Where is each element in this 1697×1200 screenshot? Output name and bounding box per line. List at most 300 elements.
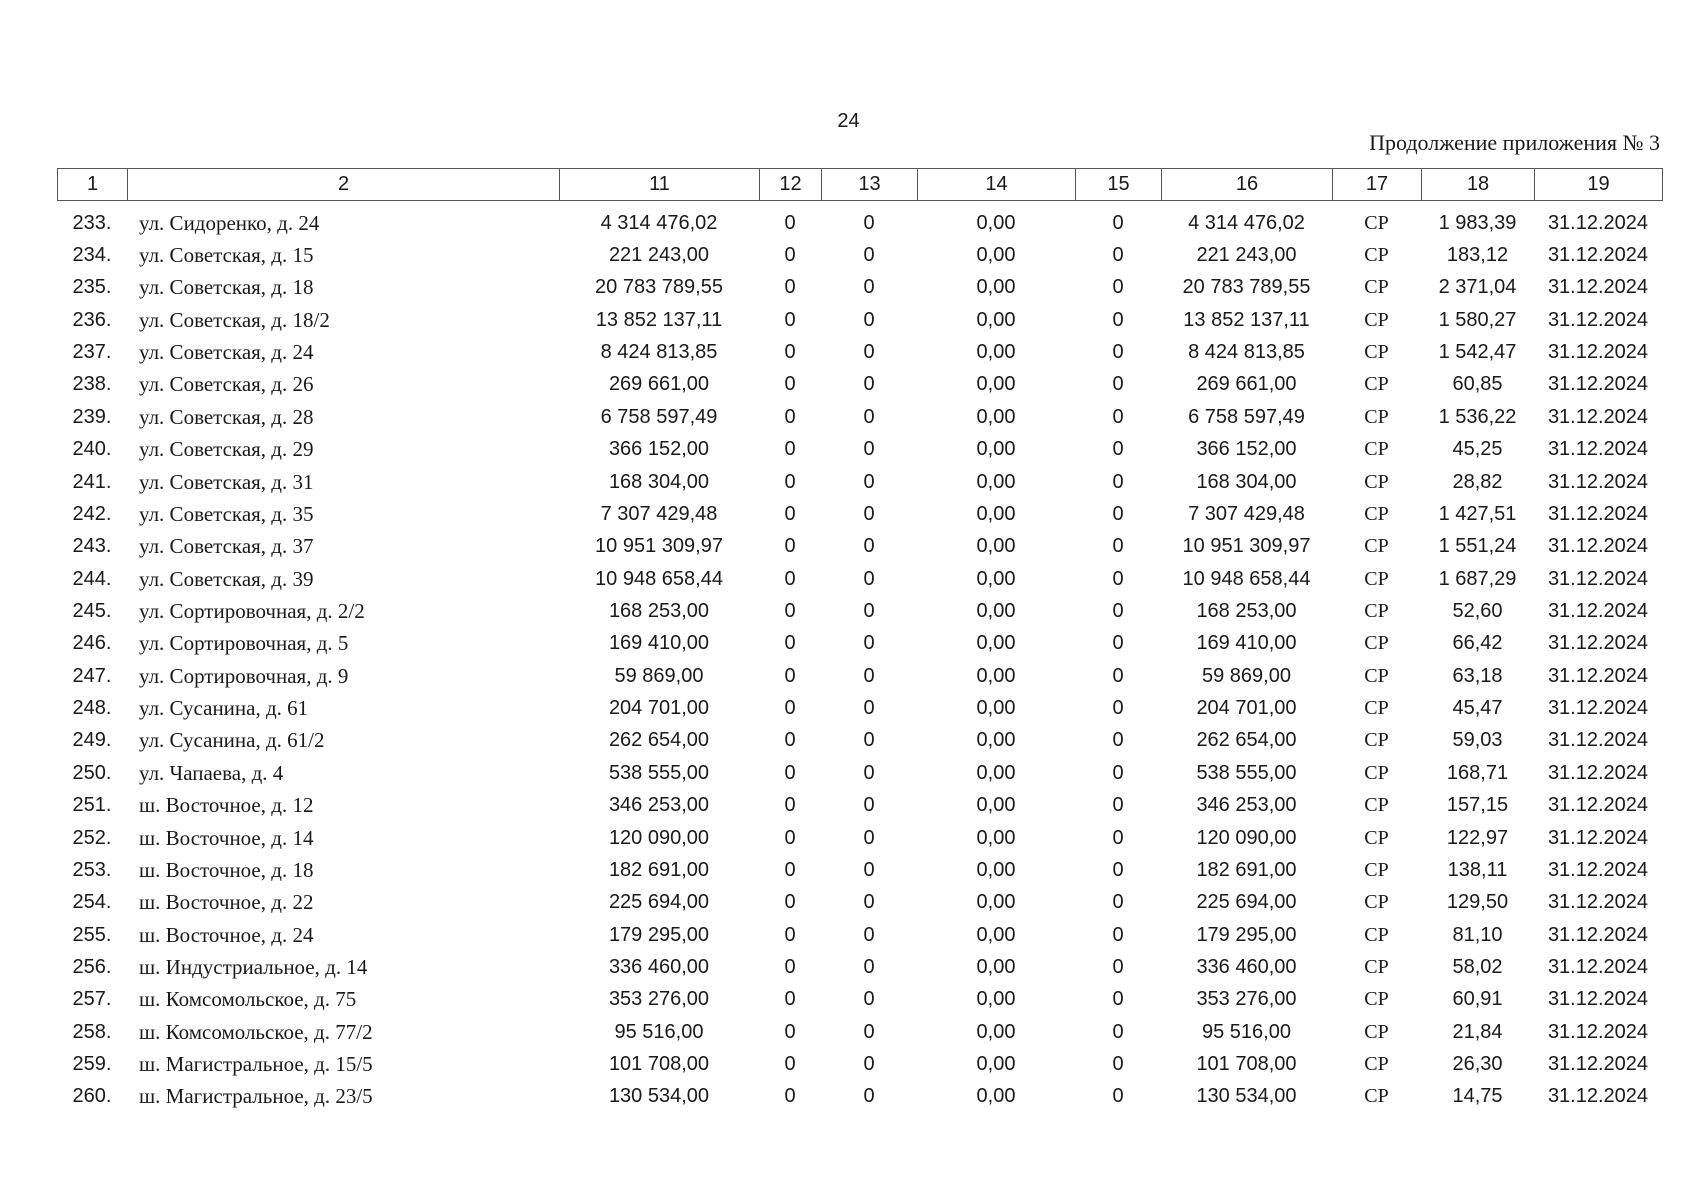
header-cell: 19	[1535, 169, 1663, 201]
amount-col-16-cell: 336 460,00	[1196, 955, 1297, 978]
row-number-cell: 243.	[72, 535, 112, 558]
date-cell: 31.12.2024	[1547, 697, 1649, 720]
col-12-cell: 0	[784, 308, 796, 331]
table-row	[57, 919, 1662, 951]
col-14-cell: 0,00	[976, 1085, 1016, 1108]
col-15-cell: 0	[1112, 244, 1124, 267]
address-cell: ул. Советская, д. 18/2	[139, 307, 330, 332]
col-14-cell: 0,00	[976, 858, 1016, 881]
col-13-cell: 0	[863, 1053, 875, 1076]
col-15-cell: 0	[1112, 438, 1124, 461]
col-15-cell: 0	[1112, 341, 1124, 364]
col-18-cell: 59,03	[1452, 729, 1503, 752]
date-cell: 31.12.2024	[1547, 664, 1649, 687]
header-cell: 12	[760, 169, 822, 201]
table-row	[57, 1048, 1662, 1080]
table-row	[57, 434, 1662, 466]
row-number-cell: 237.	[72, 341, 112, 364]
amount-col-11-cell: 130 534,00	[608, 1085, 710, 1108]
col-15-cell: 0	[1112, 211, 1124, 234]
col-18-cell: 1 542,47	[1438, 341, 1517, 364]
col-15-cell: 0	[1112, 567, 1124, 590]
col-18-cell: 26,30	[1452, 1053, 1503, 1076]
date-cell: 31.12.2024	[1547, 535, 1649, 558]
amount-col-16-cell: 101 708,00	[1196, 1053, 1297, 1076]
row-number-cell: 241.	[72, 470, 112, 493]
table-row	[57, 595, 1662, 627]
col-14-cell: 0,00	[976, 664, 1016, 687]
type-code-cell: СР	[1364, 794, 1389, 817]
table-row	[57, 207, 1662, 239]
col-15-cell: 0	[1112, 470, 1124, 493]
amount-col-11-cell: 346 253,00	[608, 794, 710, 817]
col-12-cell: 0	[784, 599, 796, 622]
type-code-cell: СР	[1364, 535, 1389, 558]
col-15-cell: 0	[1112, 502, 1124, 525]
table-row	[57, 272, 1662, 304]
col-14-cell: 0,00	[976, 794, 1016, 817]
row-number-cell: 248.	[72, 697, 112, 720]
amount-col-11-cell: 6 758 597,49	[600, 405, 718, 428]
col-13-cell: 0	[863, 1085, 875, 1108]
date-cell: 31.12.2024	[1547, 438, 1649, 461]
col-18-cell: 138,11	[1447, 858, 1508, 881]
row-number-cell: 236.	[72, 308, 112, 331]
col-13-cell: 0	[863, 891, 875, 914]
amount-col-16-cell: 179 295,00	[1196, 923, 1297, 946]
col-18-cell: 52,60	[1452, 599, 1503, 622]
address-cell: ул. Советская, д. 24	[139, 340, 314, 365]
row-number-cell: 234.	[72, 244, 112, 267]
col-13-cell: 0	[863, 373, 875, 396]
address-cell: ул. Чапаева, д. 4	[139, 760, 284, 785]
col-12-cell: 0	[784, 438, 796, 461]
col-15-cell: 0	[1112, 988, 1124, 1011]
column-number-header	[57, 168, 1663, 201]
amount-col-16-cell: 168 304,00	[1196, 470, 1297, 493]
col-13-cell: 0	[863, 826, 875, 849]
date-cell: 31.12.2024	[1547, 729, 1649, 752]
col-12-cell: 0	[784, 535, 796, 558]
date-cell: 31.12.2024	[1547, 794, 1649, 817]
col-15-cell: 0	[1112, 826, 1124, 849]
amount-col-16-cell: 225 694,00	[1196, 891, 1297, 914]
address-cell: ул. Советская, д. 37	[139, 534, 314, 559]
col-14-cell: 0,00	[976, 405, 1016, 428]
date-cell: 31.12.2024	[1547, 244, 1649, 267]
col-14-cell: 0,00	[976, 373, 1016, 396]
col-14-cell: 0,00	[976, 1020, 1016, 1043]
date-cell: 31.12.2024	[1547, 988, 1649, 1011]
row-number-cell: 255.	[72, 923, 112, 946]
col-13-cell: 0	[863, 211, 875, 234]
amount-col-11-cell: 59 869,00	[614, 664, 704, 687]
row-number-cell: 246.	[72, 632, 112, 655]
amount-col-16-cell: 262 654,00	[1196, 729, 1297, 752]
header-cell: 14	[918, 169, 1076, 201]
col-18-cell: 66,42	[1452, 632, 1503, 655]
header-cell: 1	[58, 169, 128, 201]
table-row	[57, 628, 1662, 660]
col-14-cell: 0,00	[976, 599, 1016, 622]
amount-col-11-cell: 225 694,00	[608, 891, 710, 914]
row-number-cell: 240.	[72, 438, 112, 461]
col-15-cell: 0	[1112, 955, 1124, 978]
col-14-cell: 0,00	[976, 276, 1016, 299]
col-12-cell: 0	[784, 211, 796, 234]
table-row	[57, 660, 1662, 692]
col-13-cell: 0	[863, 599, 875, 622]
col-15-cell: 0	[1112, 923, 1124, 946]
col-14-cell: 0,00	[976, 438, 1016, 461]
col-15-cell: 0	[1112, 1053, 1124, 1076]
date-cell: 31.12.2024	[1547, 858, 1649, 881]
col-14-cell: 0,00	[976, 535, 1016, 558]
row-number-cell: 257.	[72, 988, 112, 1011]
date-cell: 31.12.2024	[1547, 373, 1649, 396]
col-15-cell: 0	[1112, 276, 1124, 299]
col-13-cell: 0	[863, 923, 875, 946]
col-13-cell: 0	[863, 1020, 875, 1043]
amount-col-16-cell: 353 276,00	[1196, 988, 1297, 1011]
col-13-cell: 0	[863, 438, 875, 461]
col-18-cell: 58,02	[1452, 955, 1503, 978]
col-13-cell: 0	[863, 470, 875, 493]
type-code-cell: СР	[1364, 729, 1389, 752]
amount-col-11-cell: 182 691,00	[608, 858, 710, 881]
type-code-cell: СР	[1364, 664, 1389, 687]
col-15-cell: 0	[1112, 664, 1124, 687]
col-18-cell: 122,97	[1446, 826, 1509, 849]
type-code-cell: СР	[1364, 276, 1389, 299]
amount-col-16-cell: 10 951 309,97	[1182, 535, 1311, 558]
table-row	[57, 854, 1662, 886]
date-cell: 31.12.2024	[1547, 1020, 1649, 1043]
col-18-cell: 183,12	[1446, 244, 1509, 267]
table-row	[57, 789, 1662, 821]
col-12-cell: 0	[784, 470, 796, 493]
col-18-cell: 60,85	[1452, 373, 1503, 396]
col-18-cell: 1 427,51	[1438, 502, 1517, 525]
col-13-cell: 0	[863, 794, 875, 817]
col-18-cell: 1 687,29	[1438, 567, 1517, 590]
amount-col-16-cell: 13 852 137,11	[1183, 308, 1310, 331]
table-row	[57, 757, 1662, 789]
date-cell: 31.12.2024	[1547, 891, 1649, 914]
address-cell: ул. Сусанина, д. 61/2	[139, 728, 325, 753]
col-13-cell: 0	[863, 632, 875, 655]
col-18-cell: 81,10	[1452, 923, 1503, 946]
table-row	[57, 563, 1662, 595]
row-number-cell: 260.	[72, 1085, 112, 1108]
date-cell: 31.12.2024	[1547, 341, 1649, 364]
type-code-cell: СР	[1364, 599, 1389, 622]
amount-col-11-cell: 353 276,00	[608, 988, 710, 1011]
address-cell: ш. Восточное, д. 24	[139, 922, 314, 947]
data-table	[57, 207, 1662, 1113]
col-13-cell: 0	[863, 664, 875, 687]
col-15-cell: 0	[1112, 761, 1124, 784]
address-cell: ул. Советская, д. 29	[139, 437, 314, 462]
type-code-cell: СР	[1364, 632, 1389, 655]
col-14-cell: 0,00	[976, 761, 1016, 784]
amount-col-11-cell: 10 948 658,44	[595, 567, 723, 590]
type-code-cell: СР	[1364, 244, 1389, 267]
header-cell: 13	[822, 169, 918, 201]
amount-col-11-cell: 169 410,00	[608, 632, 710, 655]
date-cell: 31.12.2024	[1547, 567, 1649, 590]
table-row	[57, 951, 1662, 983]
date-cell: 31.12.2024	[1547, 405, 1649, 428]
type-code-cell: СР	[1364, 1053, 1389, 1076]
col-13-cell: 0	[863, 729, 875, 752]
address-cell: ш. Восточное, д. 18	[139, 857, 314, 882]
table-row	[57, 369, 1662, 401]
type-code-cell: СР	[1364, 1085, 1389, 1108]
type-code-cell: СР	[1364, 470, 1389, 493]
row-number-cell: 256.	[72, 955, 112, 978]
col-15-cell: 0	[1112, 308, 1124, 331]
row-number-cell: 235.	[72, 276, 112, 299]
amount-col-11-cell: 7 307 429,48	[600, 502, 718, 525]
amount-col-16-cell: 6 758 597,49	[1188, 405, 1305, 428]
table-row	[57, 401, 1662, 433]
address-cell: ул. Сидоренко, д. 24	[139, 210, 320, 235]
col-12-cell: 0	[784, 761, 796, 784]
header-cell: 11	[560, 169, 760, 201]
date-cell: 31.12.2024	[1547, 761, 1649, 784]
table-row	[57, 887, 1662, 919]
amount-col-16-cell: 7 307 429,48	[1188, 502, 1305, 525]
col-14-cell: 0,00	[976, 308, 1016, 331]
col-18-cell: 1 580,27	[1438, 308, 1517, 331]
row-number-cell: 253.	[72, 858, 112, 881]
type-code-cell: СР	[1364, 567, 1389, 590]
type-code-cell: СР	[1364, 405, 1389, 428]
col-14-cell: 0,00	[976, 923, 1016, 946]
table-row	[57, 336, 1662, 368]
address-cell: ул. Сортировочная, д. 9	[139, 663, 349, 688]
col-12-cell: 0	[784, 502, 796, 525]
address-cell: ул. Советская, д. 31	[139, 469, 314, 494]
type-code-cell: СР	[1364, 955, 1389, 978]
col-18-cell: 14,75	[1452, 1085, 1503, 1108]
col-14-cell: 0,00	[976, 891, 1016, 914]
col-18-cell: 1 551,24	[1438, 535, 1517, 558]
col-14-cell: 0,00	[976, 211, 1016, 234]
col-15-cell: 0	[1112, 373, 1124, 396]
table-row	[57, 725, 1662, 757]
row-number-cell: 250.	[72, 761, 112, 784]
row-number-cell: 245.	[72, 599, 112, 622]
col-13-cell: 0	[863, 858, 875, 881]
col-18-cell: 1 536,22	[1438, 405, 1517, 428]
amount-col-16-cell: 10 948 658,44	[1182, 567, 1311, 590]
row-number-cell: 252.	[72, 826, 112, 849]
address-cell: ш. Комсомольское, д. 75	[139, 987, 357, 1012]
row-number-cell: 239.	[72, 405, 112, 428]
table-row	[57, 531, 1662, 563]
type-code-cell: СР	[1364, 341, 1389, 364]
row-number-cell: 238.	[72, 373, 112, 396]
col-18-cell: 21,84	[1452, 1020, 1503, 1043]
address-cell: ул. Сортировочная, д. 2/2	[139, 598, 365, 623]
address-cell: ул. Советская, д. 26	[139, 372, 314, 397]
col-15-cell: 0	[1112, 1085, 1124, 1108]
amount-col-11-cell: 120 090,00	[608, 826, 710, 849]
amount-col-11-cell: 262 654,00	[608, 729, 710, 752]
col-12-cell: 0	[784, 988, 796, 1011]
col-12-cell: 0	[784, 341, 796, 364]
col-15-cell: 0	[1112, 535, 1124, 558]
col-13-cell: 0	[863, 535, 875, 558]
col-18-cell: 60,91	[1452, 988, 1503, 1011]
col-12-cell: 0	[784, 244, 796, 267]
col-12-cell: 0	[784, 794, 796, 817]
col-12-cell: 0	[784, 1053, 796, 1076]
amount-col-16-cell: 95 516,00	[1202, 1020, 1291, 1043]
address-cell: ул. Сортировочная, д. 5	[139, 631, 349, 656]
table-row	[57, 239, 1662, 271]
table-row	[57, 1016, 1662, 1048]
type-code-cell: СР	[1364, 858, 1389, 881]
amount-col-16-cell: 168 253,00	[1196, 599, 1297, 622]
table-row	[57, 984, 1662, 1016]
col-12-cell: 0	[784, 891, 796, 914]
amount-col-11-cell: 366 152,00	[608, 438, 710, 461]
date-cell: 31.12.2024	[1547, 1053, 1649, 1076]
col-12-cell: 0	[784, 405, 796, 428]
col-14-cell: 0,00	[976, 341, 1016, 364]
col-18-cell: 1 983,39	[1438, 211, 1517, 234]
date-cell: 31.12.2024	[1547, 502, 1649, 525]
amount-col-16-cell: 346 253,00	[1196, 794, 1297, 817]
amount-col-11-cell: 95 516,00	[614, 1020, 704, 1043]
table-row	[57, 692, 1662, 724]
type-code-cell: СР	[1364, 761, 1389, 784]
amount-col-16-cell: 366 152,00	[1196, 438, 1297, 461]
col-14-cell: 0,00	[976, 988, 1016, 1011]
col-12-cell: 0	[784, 955, 796, 978]
col-15-cell: 0	[1112, 891, 1124, 914]
header-cell: 15	[1076, 169, 1162, 201]
amount-col-16-cell: 4 314 476,02	[1188, 211, 1305, 234]
col-15-cell: 0	[1112, 729, 1124, 752]
col-14-cell: 0,00	[976, 502, 1016, 525]
col-12-cell: 0	[784, 1020, 796, 1043]
amount-col-16-cell: 8 424 813,85	[1188, 341, 1305, 364]
amount-col-11-cell: 4 314 476,02	[600, 211, 718, 234]
amount-col-11-cell: 101 708,00	[608, 1053, 710, 1076]
col-13-cell: 0	[863, 955, 875, 978]
amount-col-11-cell: 336 460,00	[608, 955, 710, 978]
amount-col-11-cell: 20 783 789,55	[595, 276, 723, 299]
col-15-cell: 0	[1112, 405, 1124, 428]
address-cell: ул. Советская, д. 28	[139, 404, 314, 429]
address-cell: ш. Индустриальное, д. 14	[139, 954, 368, 979]
col-18-cell: 28,82	[1452, 470, 1503, 493]
date-cell: 31.12.2024	[1547, 1085, 1649, 1108]
col-18-cell: 45,47	[1452, 697, 1503, 720]
col-12-cell: 0	[784, 632, 796, 655]
table-row	[57, 304, 1662, 336]
row-number-cell: 233.	[72, 211, 112, 234]
date-cell: 31.12.2024	[1547, 955, 1649, 978]
type-code-cell: СР	[1364, 373, 1389, 396]
col-13-cell: 0	[863, 405, 875, 428]
col-18-cell: 129,50	[1446, 891, 1509, 914]
header-cell: 17	[1333, 169, 1422, 201]
col-13-cell: 0	[863, 567, 875, 590]
table-row	[57, 466, 1662, 498]
col-13-cell: 0	[863, 697, 875, 720]
table-row	[57, 822, 1662, 854]
col-12-cell: 0	[784, 373, 796, 396]
amount-col-16-cell: 59 869,00	[1202, 664, 1291, 687]
address-cell: ш. Магистральное, д. 15/5	[139, 1052, 373, 1077]
address-cell: ш. Восточное, д. 12	[139, 793, 314, 818]
amount-col-11-cell: 168 304,00	[608, 470, 710, 493]
type-code-cell: СР	[1364, 697, 1389, 720]
col-13-cell: 0	[863, 276, 875, 299]
date-cell: 31.12.2024	[1547, 923, 1649, 946]
address-cell: ул. Советская, д. 39	[139, 566, 314, 591]
col-15-cell: 0	[1112, 1020, 1124, 1043]
col-13-cell: 0	[863, 244, 875, 267]
address-cell: ш. Восточное, д. 22	[139, 890, 314, 915]
amount-col-16-cell: 130 534,00	[1196, 1085, 1297, 1108]
amount-col-16-cell: 221 243,00	[1196, 244, 1297, 267]
page-number: 24	[837, 110, 860, 132]
amount-col-16-cell: 269 661,00	[1196, 373, 1297, 396]
col-18-cell: 157,15	[1446, 794, 1509, 817]
type-code-cell: СР	[1364, 891, 1389, 914]
appendix-subtitle: Продолжение приложения № 3	[1369, 130, 1660, 155]
type-code-cell: СР	[1364, 211, 1389, 234]
date-cell: 31.12.2024	[1547, 211, 1649, 234]
table-row	[57, 498, 1662, 530]
col-15-cell: 0	[1112, 794, 1124, 817]
header-cell: 16	[1162, 169, 1333, 201]
address-cell: ш. Комсомольское, д. 77/2	[139, 1019, 373, 1044]
col-18-cell: 63,18	[1452, 664, 1503, 687]
amount-col-16-cell: 20 783 789,55	[1182, 276, 1311, 299]
amount-col-11-cell: 221 243,00	[608, 244, 710, 267]
col-15-cell: 0	[1112, 697, 1124, 720]
col-14-cell: 0,00	[976, 729, 1016, 752]
col-18-cell: 168,71	[1446, 761, 1509, 784]
col-12-cell: 0	[784, 923, 796, 946]
col-13-cell: 0	[863, 502, 875, 525]
amount-col-11-cell: 269 661,00	[608, 373, 710, 396]
col-14-cell: 0,00	[976, 1053, 1016, 1076]
address-cell: ул. Советская, д. 15	[139, 243, 314, 268]
amount-col-16-cell: 169 410,00	[1196, 632, 1297, 655]
amount-col-16-cell: 182 691,00	[1196, 858, 1297, 881]
type-code-cell: СР	[1364, 1020, 1389, 1043]
col-14-cell: 0,00	[976, 632, 1016, 655]
col-12-cell: 0	[784, 826, 796, 849]
date-cell: 31.12.2024	[1547, 308, 1649, 331]
col-14-cell: 0,00	[976, 470, 1016, 493]
amount-col-16-cell: 120 090,00	[1196, 826, 1297, 849]
col-12-cell: 0	[784, 1085, 796, 1108]
col-14-cell: 0,00	[976, 697, 1016, 720]
row-number-cell: 244.	[72, 567, 112, 590]
type-code-cell: СР	[1364, 826, 1389, 849]
date-cell: 31.12.2024	[1547, 599, 1649, 622]
col-15-cell: 0	[1112, 632, 1124, 655]
